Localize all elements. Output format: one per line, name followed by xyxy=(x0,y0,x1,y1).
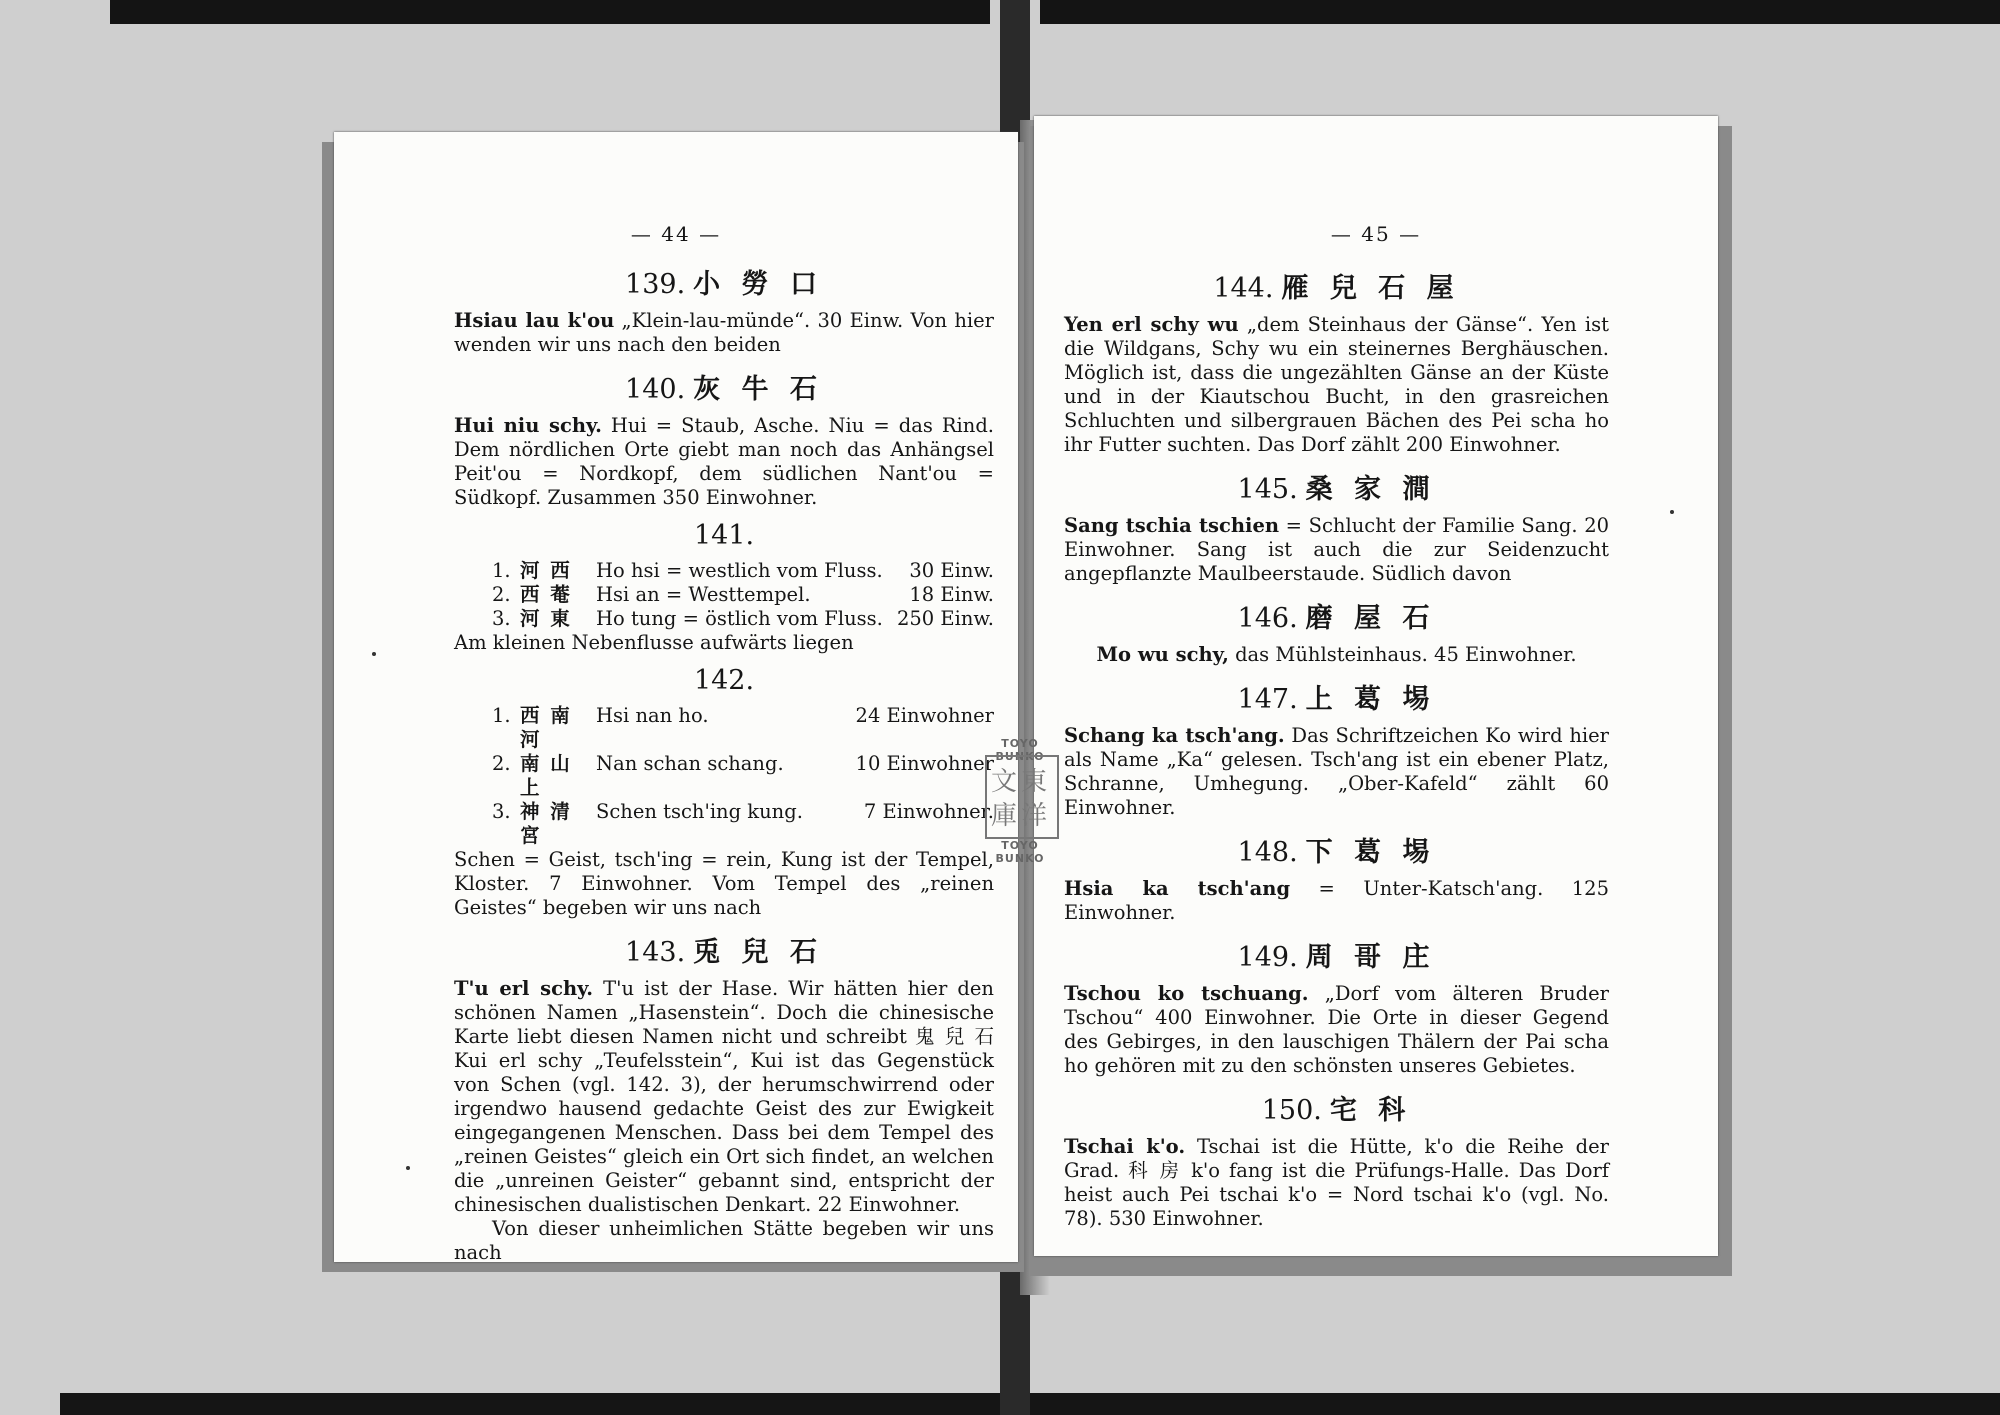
romanized-name: Mo wu schy, xyxy=(1096,643,1229,666)
list-item xyxy=(454,607,994,631)
entry-heading-148 xyxy=(1064,830,1609,869)
romanized-name: Yen erl schy wu xyxy=(1064,313,1239,336)
item-description xyxy=(596,752,994,800)
entry-heading-141 xyxy=(454,520,994,551)
item-description xyxy=(596,800,994,848)
entry-paragraph xyxy=(454,1217,994,1265)
entry-heading-140 xyxy=(454,367,994,406)
stamp-char: 洋 xyxy=(1021,801,1048,831)
entry-number: 146. xyxy=(1237,603,1298,634)
page-number: — 45 — xyxy=(1330,222,1422,246)
page-content xyxy=(454,252,994,1265)
entry-paragraph xyxy=(454,309,994,357)
item-number: 2. xyxy=(492,752,511,775)
chinese-place-name: 小 勞 口 xyxy=(693,269,823,300)
romanized-name: Tschou ko tschuang. xyxy=(1064,982,1309,1005)
left-page xyxy=(334,132,1018,1262)
entry-heading-149 xyxy=(1064,935,1609,974)
romanized-name: Hui niu schy. xyxy=(454,414,602,437)
item-number: 1. xyxy=(492,559,511,582)
entry-paragraph xyxy=(454,631,994,655)
chinese-place-name: 周 哥 庄 xyxy=(1305,942,1436,973)
chinese-place-name: 桑 家 澗 xyxy=(1305,474,1436,505)
scan-speck xyxy=(1670,510,1674,514)
item-population: 30 Einw. xyxy=(909,559,994,582)
entry-heading-150 xyxy=(1064,1088,1609,1127)
item-text: Ho tung = östlich vom Fluss. xyxy=(596,607,883,630)
scan-border-top-left xyxy=(110,0,990,24)
chinese-place-name: 宅 科 xyxy=(1329,1095,1412,1126)
chinese-place-name: 灰 牛 石 xyxy=(693,374,823,405)
item-chinese-name: 神 清 宮 xyxy=(520,800,572,847)
paragraph-text: Tschai ist die Hütte, k'o die Reihe der Grad. 科 房 k'o fang ist die Prüfungs-Halle. Das Dorf heist auch Pei tschai k'o = Nord tschai k'o (vgl. No. 78). 530 Einwohner. xyxy=(1064,1135,1610,1230)
entry-heading-143 xyxy=(454,930,994,969)
stamp-char: 文 xyxy=(991,767,1018,797)
item-number: 2. xyxy=(492,583,511,606)
entry-number: 142. xyxy=(693,665,755,696)
scan-speck xyxy=(372,652,376,656)
entry-heading-147 xyxy=(1064,677,1609,716)
place-list xyxy=(454,704,994,848)
item-description xyxy=(596,607,994,631)
item-number: 3. xyxy=(492,607,511,630)
list-item xyxy=(454,800,994,848)
scan-border-top-right xyxy=(1040,0,2000,24)
item-text: Ho hsi = westlich vom Fluss. xyxy=(596,559,883,582)
item-population: 18 Einw. xyxy=(909,583,994,606)
item-population: 250 Einw. xyxy=(896,607,994,630)
entry-number: 149. xyxy=(1237,942,1298,973)
chinese-place-name: 下 葛 埸 xyxy=(1305,837,1436,868)
item-text: Nan schan schang. xyxy=(596,752,784,775)
scan-speck xyxy=(406,1166,410,1170)
entry-paragraph xyxy=(1064,1135,1609,1231)
entry-paragraph xyxy=(1064,514,1609,586)
list-item xyxy=(454,704,994,752)
chinese-place-name: 雁 兒 石 屋 xyxy=(1281,273,1460,304)
entry-heading-142 xyxy=(454,665,994,696)
item-chinese-name: 河 東 xyxy=(520,607,572,630)
library-stamp xyxy=(975,735,1065,865)
place-list xyxy=(454,559,994,631)
entry-number: 141. xyxy=(693,520,755,551)
item-number: 1. xyxy=(492,704,511,727)
romanized-name: T'u erl schy. xyxy=(454,977,594,1000)
item-population: 10 Einwohner xyxy=(855,752,994,775)
item-text: Schen tsch'ing kung. xyxy=(596,800,803,823)
item-chinese-name: 西 南 河 xyxy=(520,704,572,751)
paragraph-text: Am kleinen Nebenflusse aufwärts liegen xyxy=(454,631,854,654)
paragraph-text: = Unter-Katsch'ang. 125 Einwohner. xyxy=(1064,877,1609,924)
entry-heading-146 xyxy=(1064,596,1609,635)
entry-paragraph xyxy=(454,848,994,920)
entry-number: 147. xyxy=(1237,684,1298,715)
entry-heading-145 xyxy=(1064,467,1609,506)
paragraph-text: = Schlucht der Familie Sang. 20 Einwohner. Sang ist auch die zur Seidenzucht angepflanzte Maulbeerstaude. Südlich davon xyxy=(1064,514,1610,585)
item-text: Hsi nan ho. xyxy=(596,704,709,727)
entry-number: 150. xyxy=(1261,1095,1322,1126)
right-page xyxy=(1034,116,1718,1256)
paragraph-text: Schen = Geist, tsch'ing = rein, Kung ist der Tempel, Kloster. 7 Einwohner. Vom Tempel des „reinen Geistes“ begeben wir uns nach xyxy=(454,848,994,919)
scan-border-bottom xyxy=(60,1393,2000,1415)
item-number: 3. xyxy=(492,800,511,823)
entry-paragraph xyxy=(454,977,994,1217)
list-item xyxy=(454,583,994,607)
paragraph-text: Hui = Staub, Asche. Niu = das Rind. Dem nördlichen Orte giebt man noch das Anhängsel Peit'ou = Nordkopf, dem südlichen Nant'ou = Südkopf. Zusammen 350 Einwohner. xyxy=(454,414,994,509)
paragraph-text: „dem Steinhaus der Gänse“. Yen ist die Wildgans, Schy wu ein steinernes Berghäuschen. Möglich ist, dass die ungezählten Gänse an der Küste und in der Kiautschou Bucht, in den grasreichen Schluchten und silbergrauen Bächen des Pei scha ho ihr Futter suchten. Das Dorf zählt 200 Einwohner. xyxy=(1064,313,1609,456)
page-content xyxy=(1064,256,1609,1231)
chinese-place-name: 上 葛 埸 xyxy=(1305,684,1436,715)
stamp-char: 庫 xyxy=(991,801,1018,831)
paragraph-text: das Mühlsteinhaus. 45 Einwohner. xyxy=(1228,643,1577,666)
entry-heading-139 xyxy=(454,262,994,301)
item-description xyxy=(596,704,994,752)
entry-number: 140. xyxy=(625,374,686,405)
romanized-name: Schang ka tsch'ang. xyxy=(1064,724,1285,747)
entry-paragraph xyxy=(1064,877,1609,925)
list-item xyxy=(454,752,994,800)
entry-number: 143. xyxy=(625,937,686,968)
entry-number: 144. xyxy=(1213,273,1274,304)
paragraph-text: T'u ist der Hase. Wir hätten hier den schönen Namen „Hasenstein“. Doch die chinesische Karte liebt diesen Namen nicht und schreibt 鬼 兒 石 Kui erl schy „Teufelsstein“, Kui ist das Gegenstück von Schen (vgl. 142. 3), der herumschwirrend oder irgendwo hausend gedachte Geist des zur Ewigkeit eingegangenen Menschen. Dass bei dem Tempel des „reinen Geistes“ gleich ein Ort sich findet, an welchen die „unreinen Geister“ gebannt sind, entspricht der chinesischen dualistischen Denkart. 22 Einwohner. xyxy=(454,977,994,1216)
item-chinese-name: 南 山 上 xyxy=(520,752,572,799)
romanized-name: Hsiau lau k'ou xyxy=(454,309,615,332)
entry-number: 139. xyxy=(625,269,686,300)
chinese-place-name: 兎 兒 石 xyxy=(693,937,823,968)
stamp-label-top: TOYO BUNKO xyxy=(995,737,1045,763)
paragraph-text: Das Schriftzeichen Ko wird hier als Name „Ka“ gelesen. Tsch'ang ist ein ebener Platz, Schranne, Umhegung. „Ober-Kafeld“ zählt 60 Einwohner. xyxy=(1064,724,1609,819)
item-description xyxy=(596,583,994,607)
item-population: 24 Einwohner xyxy=(855,704,994,727)
stamp-char: 東 xyxy=(1021,767,1048,797)
entry-paragraph xyxy=(1064,643,1609,667)
stamp-label-bottom: TOYO BUNKO xyxy=(995,839,1045,865)
chinese-place-name: 磨 屋 石 xyxy=(1305,603,1436,634)
romanized-name: Hsia ka tsch'ang xyxy=(1064,877,1291,900)
page-number: — 44 — xyxy=(630,222,722,246)
paragraph-text: „Klein-lau-münde“. 30 Einw. Von hier wenden wir uns nach den beiden xyxy=(454,309,994,356)
entry-paragraph xyxy=(1064,313,1609,457)
entry-paragraph xyxy=(1064,724,1609,820)
list-item xyxy=(454,559,994,583)
paragraph-text: Von dieser unheimlichen Stätte begeben wir uns nach xyxy=(454,1217,994,1264)
item-chinese-name: 西 菴 xyxy=(520,583,572,606)
item-text: Hsi an = Westtempel. xyxy=(596,583,811,606)
romanized-name: Tschai k'o. xyxy=(1064,1135,1186,1158)
romanized-name: Sang tschia tschien xyxy=(1064,514,1280,537)
paragraph-text: „Dorf vom älteren Bruder Tschou“ 400 Einwohner. Die Orte in dieser Gegend des Gebirges, in den lauschigen Thälern der Pai scha ho gehören mit zu den schönsten unseres Gebietes. xyxy=(1064,982,1609,1077)
item-description xyxy=(596,559,994,583)
entry-paragraph xyxy=(1064,982,1609,1078)
entry-number: 145. xyxy=(1237,474,1298,505)
item-chinese-name: 河 西 xyxy=(520,559,572,582)
item-population: 7 Einwohner. xyxy=(863,800,994,823)
entry-number: 148. xyxy=(1237,837,1298,868)
entry-heading-144 xyxy=(1064,266,1609,305)
entry-paragraph xyxy=(454,414,994,510)
